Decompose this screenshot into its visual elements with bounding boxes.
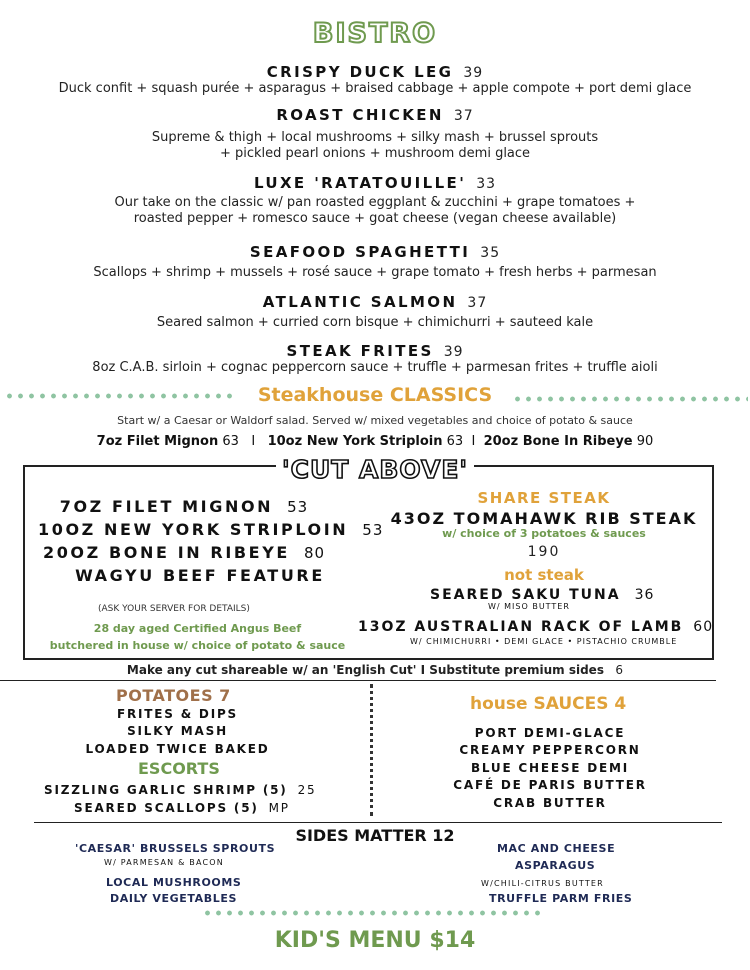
menu-item-ratatouille (0, 174, 750, 193)
cut-item (0, 566, 400, 586)
dish-name: ROAST CHICKEN (276, 106, 444, 124)
side-item: LOCAL MUSHROOMS (106, 876, 242, 889)
menu-item-steak-frites (0, 342, 750, 361)
steakhouse-items (0, 434, 750, 449)
classic-item-name: 10oz New York Striploin (267, 434, 443, 449)
tuna-price: 36 (634, 587, 655, 603)
kids-menu-title: KID'S MENU $14 (274, 928, 476, 953)
sides-title: SIDES MATTER 12 (289, 826, 460, 845)
cut-item-price: 53 (362, 521, 384, 539)
sauce-item: CRAB BUTTER (493, 796, 607, 810)
side-item: TRUFFLE PARM FRIES (489, 892, 633, 905)
cut-item-price: 53 (287, 498, 309, 516)
dish-price: 33 (476, 176, 497, 192)
classic-item-name: 20oz Bone In Ribeye (483, 434, 633, 449)
dish-description: roasted pepper + romesco sauce + goat cheese (vegan cheese available) (133, 211, 617, 226)
cut-item (0, 497, 368, 517)
menu-item-salmon (0, 293, 750, 312)
english-cut-price: 6 (615, 663, 624, 677)
potatoes-title: POTATOES 7 (116, 686, 231, 705)
cut-item-name: 10OZ NEW YORK STRIPLOIN (38, 520, 349, 539)
dish-description: Scallops + shrimp + mussels + rosé sauce + grape tomato + fresh herbs + parmesan (93, 265, 657, 280)
dish-description: 8oz C.A.B. sirloin + cognac peppercorn sauce + truffle + parmesan frites + truffle aioli (92, 360, 658, 375)
side-item: 'CAESAR' BRUSSELS SPROUTS (75, 842, 276, 855)
divider-line (34, 822, 722, 823)
side-item: MAC AND CHEESE (497, 842, 616, 855)
cut-item (0, 543, 368, 563)
escort-name: SEARED SCALLOPS (5) (74, 801, 259, 815)
share-steak-heading: SHARE STEAK (477, 489, 611, 507)
sauce-item: PORT DEMI-GLACE (474, 726, 626, 740)
escort-item (74, 799, 290, 817)
side-item: DAILY VEGETABLES (110, 892, 237, 905)
classic-item-price: 63 (222, 434, 239, 449)
tuna-name: SEARED SAKU TUNA (430, 587, 621, 603)
dish-description: Our take on the classic w/ pan roasted eggplant & zucchini + grape tomatoes + (114, 195, 636, 210)
dish-price: 37 (453, 108, 474, 124)
not-steak-heading: not steak (504, 566, 584, 584)
separator: I (251, 434, 256, 449)
potato-item: FRITES & DIPS (116, 707, 238, 721)
dish-description: Seared salmon + curried corn bisque + chimichurri + sauteed kale (156, 315, 594, 330)
escort-price: MP (268, 801, 290, 815)
english-cut-text: Make any cut shareable w/ an 'English Cut' I Substitute premium sides (126, 663, 604, 677)
sauce-item: BLUE CHEESE DEMI (470, 761, 630, 775)
dish-price: 39 (443, 344, 464, 360)
potato-item: SILKY MASH (127, 724, 228, 738)
tomahawk-price: 190 (527, 544, 561, 560)
dish-name: CRISPY DUCK LEG (266, 63, 454, 81)
english-cut-note (0, 663, 750, 677)
escort-price: 25 (297, 783, 317, 797)
steakhouse-title: Steakhouse CLASSICS (257, 384, 493, 406)
aged-beef-note: butchered in house w/ choice of potato & sauce (49, 639, 346, 652)
lamb-note: W/ CHIMICHURRI • DEMI GLACE • PISTACHIO CRUMBLE (410, 637, 678, 646)
cut-item-name: WAGYU BEEF FEATURE (75, 566, 325, 585)
side-item: ASPARAGUS (515, 859, 596, 872)
dish-description: Duck confit + squash purée + asparagus + braised cabbage + apple compote + port demi glace (58, 81, 692, 96)
steakhouse-note: Start w/ a Caesar or Waldorf salad. Served w/ mixed vegetables and choice of potato & sauce (117, 414, 633, 427)
dish-price: 39 (463, 65, 484, 81)
bistro-title: BISTRO (312, 18, 438, 49)
separator: I (471, 434, 476, 449)
cut-above-title: 'CUT ABOVE' (276, 455, 474, 484)
dotted-divider (202, 910, 546, 916)
tuna-note: W/ MISO BUTTER (488, 602, 570, 611)
classic-item-price: 90 (636, 434, 654, 449)
vertical-divider (370, 684, 373, 816)
ask-server-note: (ASK YOUR SERVER FOR DETAILS) (98, 604, 250, 614)
cut-above-heading (0, 455, 750, 484)
side-note: W/CHILI-CITRUS BUTTER (481, 879, 604, 888)
cut-item-name: 20OZ BONE IN RIBEYE (42, 543, 290, 562)
potato-item: LOADED TWICE BAKED (85, 742, 270, 756)
menu-item-chicken (0, 106, 750, 125)
dish-name: SEAFOOD SPAGHETTI (249, 243, 471, 261)
tomahawk-note: w/ choice of 3 potatoes & sauces (442, 527, 646, 540)
escort-name: SIZZLING GARLIC SHRIMP (5) (44, 783, 288, 797)
cut-item (38, 520, 384, 540)
cut-item-name: 7OZ FILET MIGNON (59, 497, 274, 516)
lamb-name: 13OZ AUSTRALIAN RACK OF LAMB (358, 619, 684, 635)
dish-description: Supreme & thigh + local mushrooms + silky mash + brussel sprouts (151, 130, 599, 145)
lamb-price: 60 (693, 619, 714, 635)
sauce-item: CREAMY PEPPERCORN (459, 743, 641, 757)
escort-item (44, 781, 316, 799)
aged-beef-note: 28 day aged Certified Angus Beef (93, 622, 302, 635)
escorts-title: ESCORTS (138, 759, 220, 778)
divider-line (0, 680, 716, 681)
classic-item-price: 63 (446, 434, 464, 449)
sauce-item: CAFÉ DE PARIS BUTTER (453, 778, 647, 792)
dish-name: ATLANTIC SALMON (262, 293, 458, 311)
sauces-title: house SAUCES 4 (470, 694, 627, 714)
dish-name: LUXE 'RATATOUILLE' (253, 174, 467, 192)
dish-price: 37 (467, 295, 488, 311)
lamb-item (358, 618, 713, 636)
dish-name: STEAK FRITES (286, 342, 434, 360)
dish-price: 35 (480, 245, 501, 261)
classic-item-name: 7oz Filet Mignon (96, 434, 219, 449)
dish-description: + pickled pearl onions + mushroom demi glace (219, 146, 531, 161)
side-note: W/ PARMESAN & BACON (104, 858, 224, 867)
tomahawk-name: 43OZ TOMAHAWK RIB STEAK (390, 509, 698, 528)
dotted-divider (512, 396, 748, 402)
menu-item-spaghetti (0, 243, 750, 262)
menu-item-duck (0, 63, 750, 82)
cut-item-price: 80 (303, 544, 326, 562)
